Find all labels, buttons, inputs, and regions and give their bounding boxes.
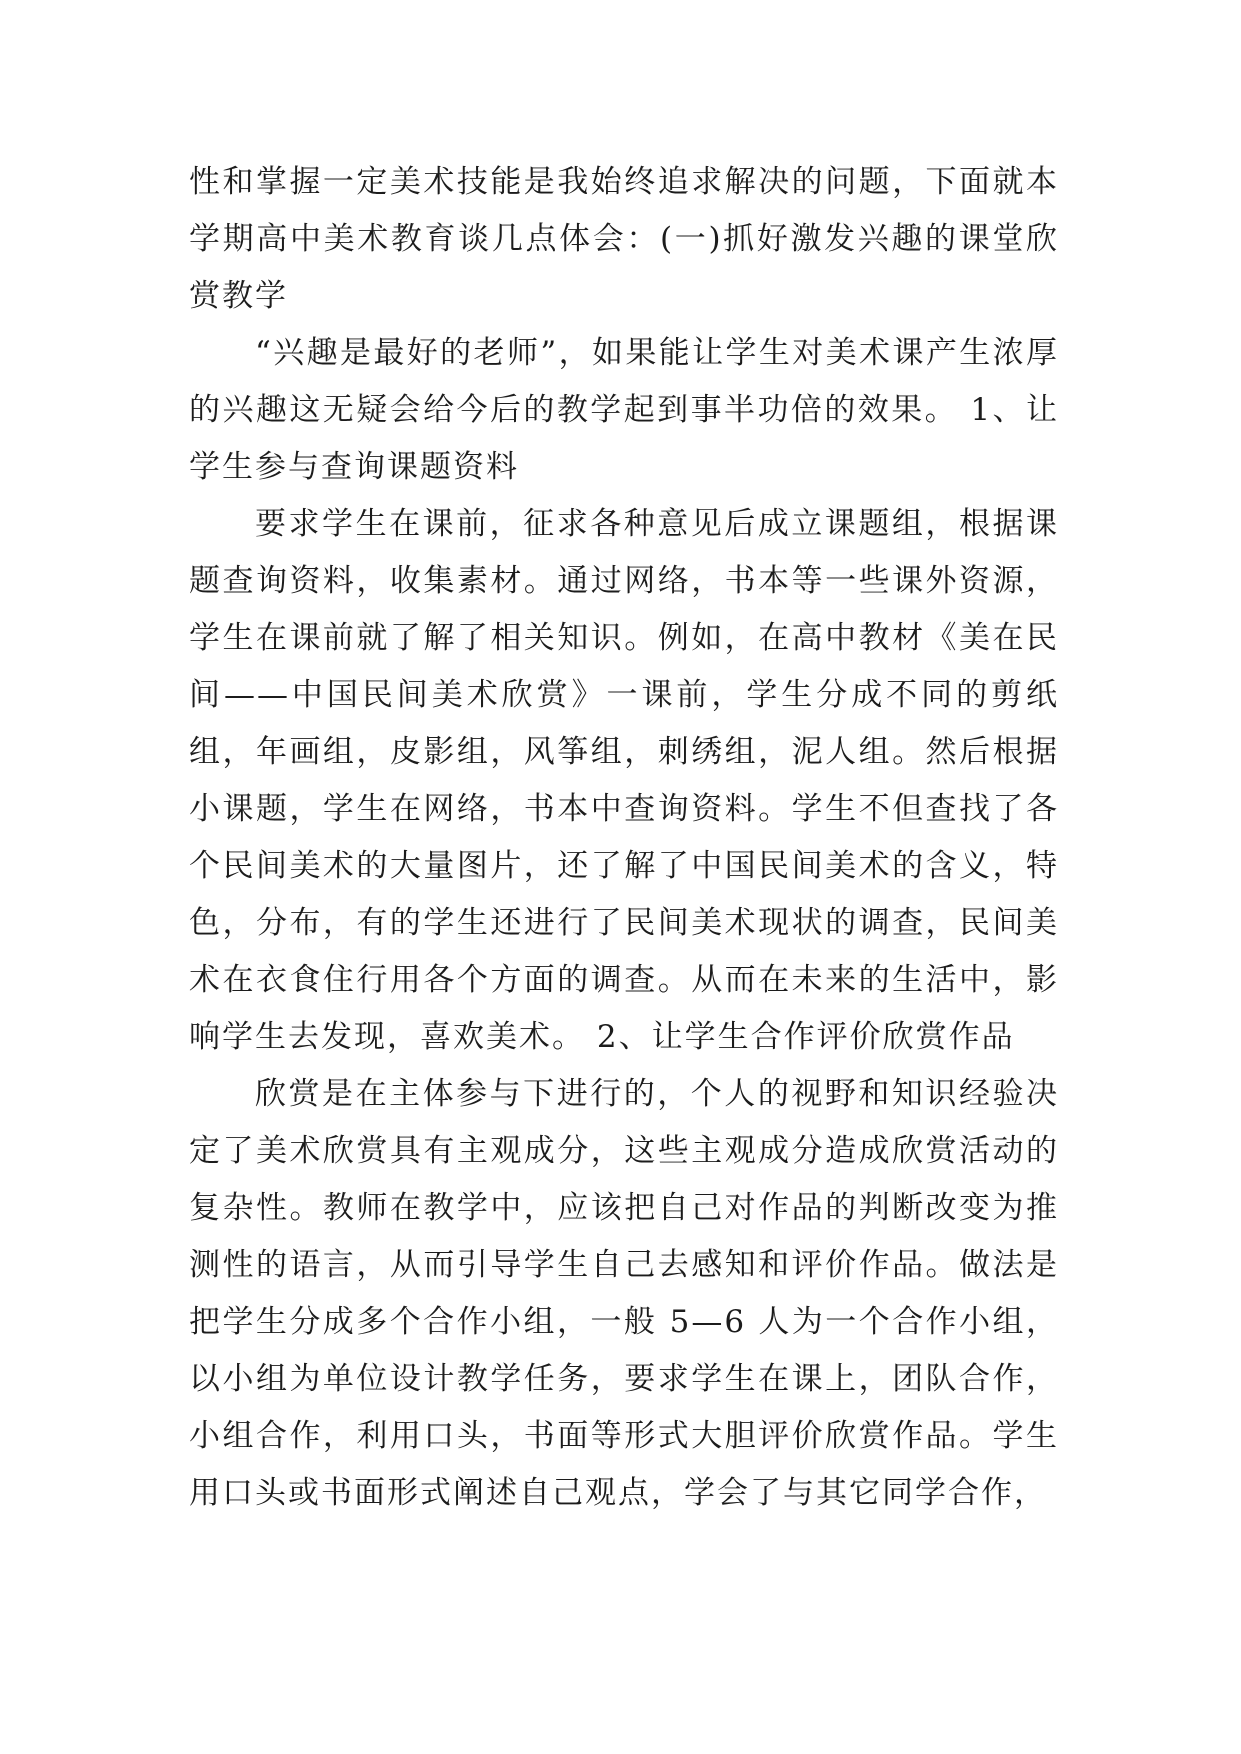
paragraph-1: 性和掌握一定美术技能是我始终追求解决的问题，下面就本学期高中美术教育谈几点体会：(一)抓好激发兴趣的课堂欣赏教学 <box>189 164 1059 314</box>
paragraph-3: 要求学生在课前，征求各种意见后成立课题组，根据课题查询资料，收集素材。通过网络，书本等一些课外资源，学生在课前就了解了相关知识。例如，在高中教材《美在民间——中国民间美术欣赏》一课前，学生分成不同的剪纸组，年画组，皮影组，风筝组，刺绣组，泥人组。然后根据小课题，学生在网络，书本中查询资料。学生不但查找了各个民间美术的大量图片，还了解了中国民间美术的含义，特色，分布，有的学生还进行了民间美术现状的调查，民间美术在衣食住行用各个方面的调查。从而在未来的生活中，影响学生去发现，喜欢美术。 2、让学生合作评价欣赏作品 <box>189 506 1059 1055</box>
paragraph-4: 欣赏是在主体参与下进行的，个人的视野和知识经验决定了美术欣赏具有主观成分，这些主观成分造成欣赏活动的复杂性。教师在教学中，应该把自己对作品的判断改变为推测性的语言，从而引导学生自己去感知和评价作品。做法是把学生分成多个合作小组，一般 5—6 人为一个合作小组，以小组为单位设计教学任务，要求学生在课上，团队合作，小组合作，利用口头，书面等形式大胆评价欣赏作品。学生用口头或书面形式阐述自己观点，学会了与其它同学合作， <box>189 1076 1059 1511</box>
paragraph-2: “兴趣是最好的老师”，如果能让学生对美术课产生浓厚的兴趣这无疑会给今后的教学起到事半功倍的效果。 1、让学生参与查询课题资料 <box>189 335 1059 485</box>
document-body <box>189 154 1059 1522</box>
